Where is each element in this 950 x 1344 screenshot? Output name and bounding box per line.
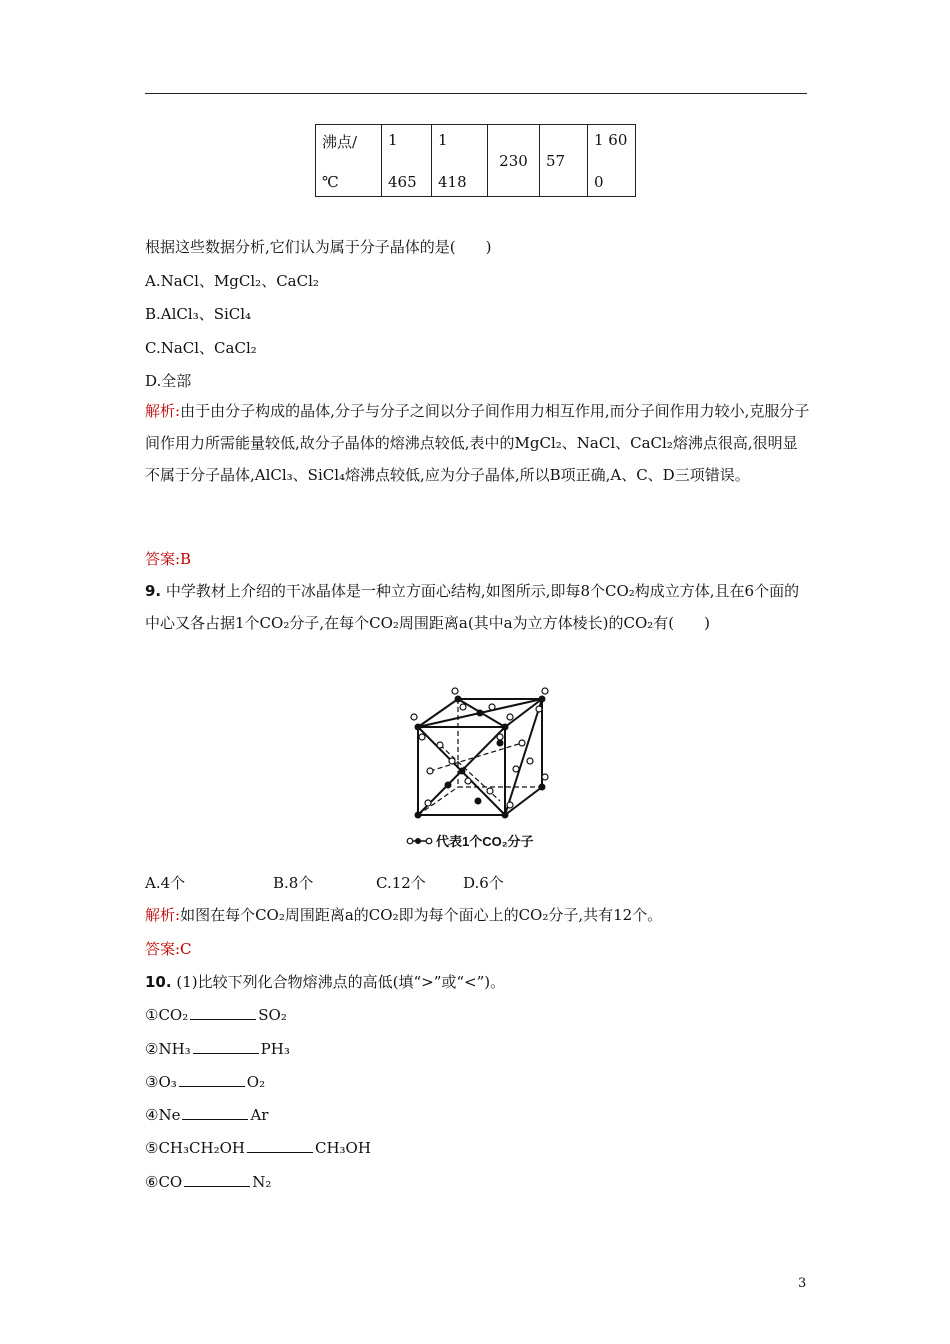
answer-blank[interactable] [190,1005,256,1020]
q8-answer: 答案:B [145,550,192,568]
item-left: ②NH₃ [145,1040,191,1058]
item-right: Ar [250,1106,269,1124]
q10-item-6 [145,1172,271,1191]
header-rule [145,93,807,94]
q9-stem [145,575,810,639]
item-right: PH₃ [260,1040,290,1058]
q8-stem: 根据这些数据分析,它们认为属于分子晶体的是( ) [145,238,492,256]
analysis-label: 解析: [145,402,181,420]
table-cell-1 [382,125,432,197]
dry-ice-crystal-figure [400,685,550,850]
cell-2-top: 1 [438,130,448,149]
q9-option-b: B.8个 [273,874,314,892]
table-label-bottom: ℃ [322,172,339,191]
answer-blank[interactable] [179,1072,245,1087]
q8-option-a: A.NaCl、MgCl₂、CaCl₂ [145,272,319,290]
q10-item-4 [145,1105,268,1124]
q10-item-5 [145,1138,371,1157]
table-cell-4: 57 [540,125,588,197]
boiling-point-table [315,124,636,197]
answer-blank[interactable] [184,1172,250,1187]
table-label-cell [316,125,382,197]
table-label-top: 沸点/ [322,132,358,151]
q9-analysis [145,904,662,925]
answer-blank[interactable] [182,1105,248,1120]
item-right: N₂ [252,1173,272,1191]
cell-5-top: 1 60 [594,130,628,149]
item-left: ①CO₂ [145,1006,189,1024]
q10-number: 10. [145,973,172,991]
q9-option-d: D.6个 [463,874,504,892]
q10-stem [145,971,505,992]
item-right: O₂ [246,1073,266,1091]
q8-analysis [145,395,810,491]
q9-option-c: C.12个 [376,874,426,892]
item-left: ③O₃ [145,1073,177,1091]
cell-5-bottom: 0 [594,172,604,191]
table-cell-5 [588,125,636,197]
q9-analysis-text: 如图在每个CO₂周围距离a的CO₂即为每个面心上的CO₂分子,共有12个。 [180,906,663,924]
cell-2-bottom: 418 [438,172,467,191]
item-right: CH₃OH [314,1139,371,1157]
analysis-text: 由于由分子构成的晶体,分子与分子之间以分子间作用力相互作用,而分子间作用力较小,克服分子间作用力所需能量较低,故分子晶体的熔沸点较低,表中的MgCl₂、NaCl、CaCl₂熔沸点很高,很明显不属于分子晶体,AlCl₃、SiCl₄熔沸点较低,应为分子晶体,所以B项正确,A、C、D三项错误。 [145,402,810,484]
table-cell-2 [432,125,488,197]
answer-blank[interactable] [247,1138,313,1153]
item-left: ⑤CH₃CH₂OH [145,1139,245,1157]
q9-number: 9. [145,582,162,600]
q10-item-1 [145,1005,287,1024]
cell-1-top: 1 [388,130,398,149]
q8-option-b: B.AlCl₃、SiCl₄ [145,305,252,323]
figure-caption: 代表1个CO₂分子 [436,834,534,849]
cell-1-bottom: 465 [388,172,417,191]
q9-stem-text: 中学教材上介绍的干冰晶体是一种立方面心结构,如图所示,即每8个CO₂构成立方体,且在6个面的中心又各占据1个CO₂分子,在每个CO₂周围距离a(其中a为立方体棱长)的CO₂有( ) [145,582,800,632]
q8-option-d: D.全部 [145,372,192,390]
q10-item-3 [145,1072,265,1091]
legend-marker [407,838,432,844]
q9-analysis-label: 解析: [145,906,181,924]
table-cell-3: 230 [488,125,540,197]
item-left: ④Ne [145,1106,181,1124]
item-left: ⑥CO [145,1173,183,1191]
q9-answer: 答案:C [145,940,192,958]
page-number: 3 [798,1276,807,1291]
q10-stem-text: (1)比较下列化合物熔沸点的高低(填“>”或“<”)。 [176,973,506,991]
q10-item-2 [145,1039,290,1058]
q9-option-a: A.4个 [145,874,186,892]
answer-blank[interactable] [193,1039,259,1054]
q8-option-c: C.NaCl、CaCl₂ [145,339,257,357]
item-right: SO₂ [258,1006,287,1024]
